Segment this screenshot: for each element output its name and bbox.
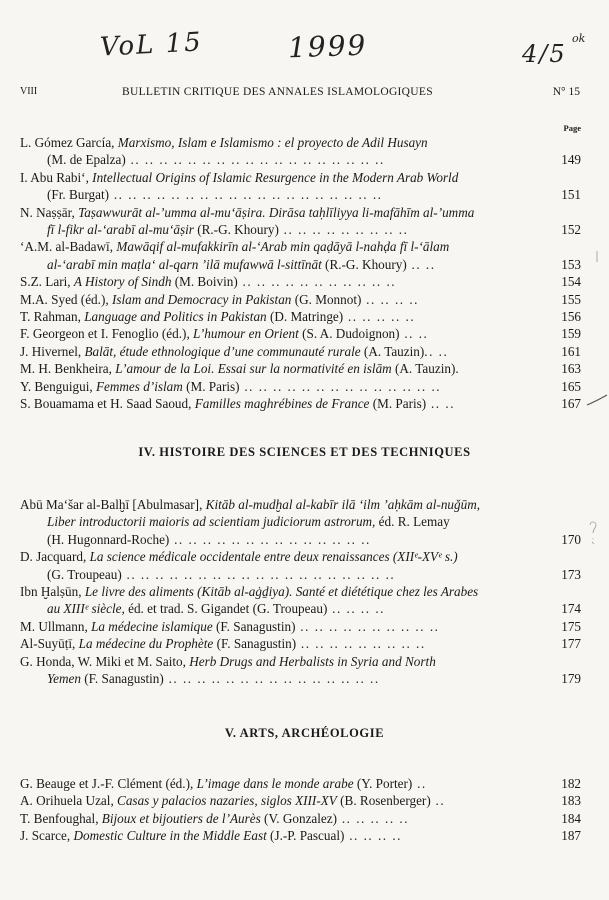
journal-title: BULLETIN CRITIQUE DES ANNALES ISLAMOLOGIQUES bbox=[122, 86, 433, 98]
page-number: 167 bbox=[561, 396, 581, 412]
toc-entry: ‘A.M. al-Badawī, Mawāqif al-mufakkirīn al-‘Arab min qaḍāyā l-nahḍa fī l-‘ālam al-‘arabī min maṭla‘ al-qarn ’ilā mufawwā l-sittīnāt (R.-G. Khoury) .. .. 153 bbox=[20, 239, 581, 272]
toc-entry: G. Beauge et J.-F. Clément (éd.), L’image dans le monde arabe (Y. Porter) .. 182 bbox=[20, 776, 581, 791]
toc-list-section-v bbox=[20, 775, 581, 845]
page-number: 184 bbox=[561, 810, 581, 826]
page-number: 174 bbox=[561, 601, 581, 617]
page-number: 187 bbox=[561, 828, 581, 844]
page-number: 179 bbox=[561, 671, 581, 687]
toc-entry: G. Honda, W. Miki et M. Saito, Herb Drugs and Herbalists in Syria and North Yemen (F. Sanagustin) .. .. .. .. .. .. .. .. .. .. .. .. .. .. .. 179 bbox=[20, 653, 581, 687]
toc-entry: M.A. Syed (éd.), Islam and Democracy in Pakistan (G. Monnot) .. .. .. .. 155 bbox=[20, 291, 581, 307]
page-number: 155 bbox=[561, 291, 581, 307]
page-number: 165 bbox=[561, 378, 581, 394]
pencil-tick-icon bbox=[594, 250, 600, 264]
page-number: 177 bbox=[561, 636, 581, 652]
page-number: 170 bbox=[561, 531, 581, 547]
question-mark-icon bbox=[588, 520, 598, 546]
toc-entry: D. Jacquard, La science médicale occidentale entre deux renaissances (XIIᵉ-XVᵉ s.) (G. Troupeau) .. .. .. .. .. .. .. .. .. .. .. .. .. .. .. .. .. .. .. 173 bbox=[20, 549, 581, 582]
page-number: 154 bbox=[561, 274, 581, 290]
running-header bbox=[20, 86, 580, 102]
toc-entry: L. Gómez García, Marxismo, Islam e Islamismo : el proyecto de Adil Husayn (M. de Epalza) .. .. .. .. .. .. .. .. .. .. .. .. .. .. .. .. .. .. 149 bbox=[20, 135, 581, 168]
page-number-roman: VIII bbox=[20, 86, 38, 97]
page-number: 182 bbox=[561, 776, 581, 791]
page-number: 151 bbox=[561, 187, 581, 203]
page-number: 175 bbox=[561, 618, 581, 634]
page-number: 183 bbox=[561, 793, 581, 809]
toc-entry: Al-Suyūṭī, La médecine du Prophète (F. Sanagustin) .. .. .. .. .. .. .. .. .. 177 bbox=[20, 636, 581, 652]
toc-list-top bbox=[20, 134, 581, 413]
page-number: 152 bbox=[561, 222, 581, 238]
handwritten-fraction: 4/5 bbox=[522, 40, 567, 68]
page-number: 173 bbox=[561, 566, 581, 582]
toc-entry: J. Scarce, Domestic Culture in the Middle East (J.-P. Pascual) .. .. .. .. 187 bbox=[20, 828, 581, 844]
handwritten-year: 1999 bbox=[287, 28, 368, 65]
toc-entry: Y. Benguigui, Femmes d’islam (M. Paris) .. .. .. .. .. .. .. .. .. .. .. .. .. .. 165 bbox=[20, 378, 581, 394]
toc-entry: Ibn Ḫalṣūn, Le livre des aliments (Kitāb al-aġḏiya). Santé et diététique chez les Arabes au XIIIᵉ siècle, éd. et trad. S. Gigandet (G. Troupeau) .. .. .. .. 174 bbox=[20, 584, 581, 617]
issue-number: N° 15 bbox=[552, 86, 580, 98]
toc-entry: T. Rahman, Language and Politics in Pakistan (D. Matringe) .. .. .. .. .. 156 bbox=[20, 309, 581, 325]
toc-entry: F. Georgeon et I. Fenoglio (éd.), L’humour en Orient (S. A. Dudoignon) .. .. 159 bbox=[20, 326, 581, 342]
page-number: 149 bbox=[561, 152, 581, 168]
page-number: 159 bbox=[561, 326, 581, 342]
toc-entry: A. Orihuela Uzal, Casas y palacios nazaries, siglos XIII-XV (B. Rosenberger) .. 183 bbox=[20, 793, 581, 809]
toc-entry: J. Hivernel, Balāt, étude ethnologique d’une communauté rurale (A. Tauzin).. .. 161 bbox=[20, 343, 581, 359]
handwritten-volume: VoL 15 bbox=[99, 27, 204, 63]
handwritten-ok: ok bbox=[572, 32, 586, 45]
check-mark-icon bbox=[586, 393, 608, 409]
section-title-v: V. ARTS, ARCHÉOLOGIE bbox=[224, 726, 385, 740]
section-title-iv: IV. HISTOIRE DES SCIENCES ET DES TECHNIQUES bbox=[138, 445, 471, 459]
toc-entry: S.Z. Lari, A History of Sindh (M. Boivin) .. .. .. .. .. .. .. .. .. .. .. 154 bbox=[20, 274, 581, 290]
page-number: 156 bbox=[561, 309, 581, 325]
toc-entry: T. Benfoughal, Bijoux et bijoutiers de l’Aurès (V. Gonzalez) .. .. .. .. .. 184 bbox=[20, 810, 581, 826]
page-number: 153 bbox=[561, 256, 581, 272]
page-number: 161 bbox=[561, 343, 581, 359]
toc-entry: I. Abu Rabi‘, Intellectual Origins of Islamic Resurgence in the Modern Arab World (Fr. Burgat) .. .. .. .. .. .. .. .. .. .. .. .. .. .. .. .. .. .. .. 151 bbox=[20, 169, 581, 203]
toc-list-section-iv bbox=[20, 496, 581, 687]
toc-entry: M. Ullmann, La médecine islamique (F. Sanagustin) .. .. .. .. .. .. .. .. .. .. 175 bbox=[20, 618, 581, 634]
toc-entry: Abū Ma‘šar al-Balḫī [Abulmasar], Kitāb al-mudḫal al-kabīr ilā ‘ilm ’aḥkām al-nuǧūm, Liber introductorii maioris ad scientiam judiciorum astrorum, éd. R. Lemay (H. Hugonnard-Roche) .. .. .. .. .. .. .. .. .. .. .. .. .. .. 170 bbox=[20, 497, 581, 547]
toc-entry: S. Bouamama et H. Saad Saoud, Familles maghrébines de France (M. Paris) .. .. 167 bbox=[20, 396, 581, 412]
toc-entry: M. H. Benkheira, L’amour de la Loi. Essai sur la normativité en islām (A. Tauzin). 163 bbox=[20, 361, 581, 377]
toc-entry: N. Naṣṣār, Taṣawwurāt al-’umma al-mu‘āṣira. Dirāsa taḥlīliyya li-mafāhīm al-’umma fī l-fikr al-‘arabī al-mu‘āṣir (R.-G. Khoury) .. .. .. .. .. .. .. .. .. 152 bbox=[20, 204, 581, 238]
page-number: 163 bbox=[561, 361, 581, 377]
page-column-label: Page bbox=[563, 123, 581, 133]
